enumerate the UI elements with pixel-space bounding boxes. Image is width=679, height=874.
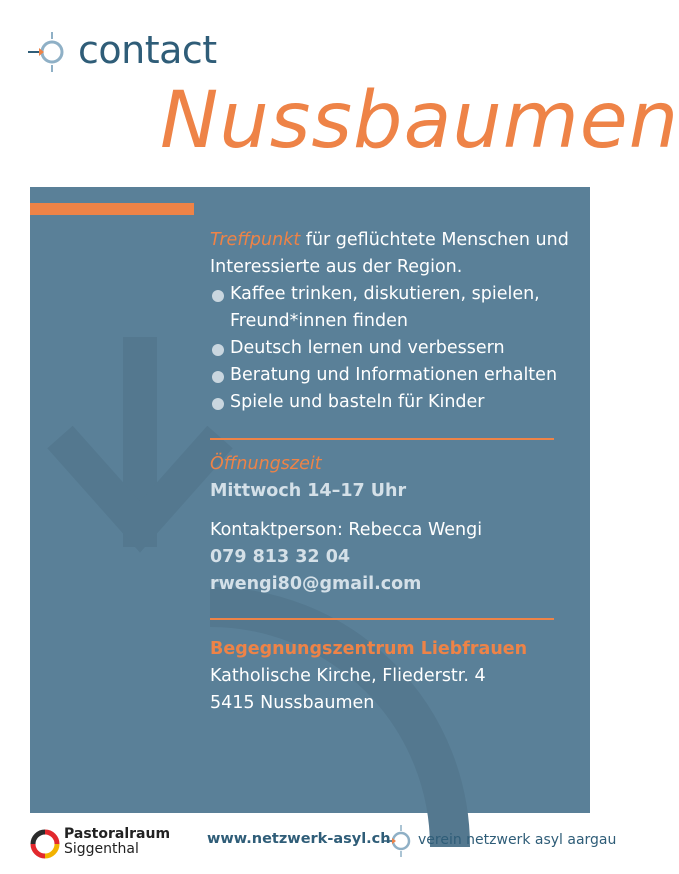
intro-highlight: Treffpunkt	[210, 230, 301, 250]
list-item: Beratung und Informationen erhalten	[210, 362, 570, 389]
location-address-line2: 5415 Nussbaumen	[210, 693, 375, 713]
divider	[210, 618, 554, 620]
list-item: Spiele und basteln für Kinder	[210, 389, 570, 416]
hours-label: Öffnungszeit	[210, 454, 322, 474]
bullet-dot-icon	[212, 371, 224, 383]
contact-phone: 079 813 32 04	[210, 547, 351, 567]
header	[0, 0, 679, 185]
divider	[210, 438, 554, 440]
intro-body: für geflüchtete Menschen und Interessierte aus der Region.	[210, 230, 569, 277]
contact-email[interactable]: rwengi80@gmail.com	[210, 574, 422, 594]
contact-person: Kontaktperson: Rebecca Wengi	[210, 520, 483, 540]
list-item: Deutsch lernen und verbessern	[210, 335, 570, 362]
location-address-line1: Katholische Kirche, Fliederstr. 4	[210, 666, 486, 686]
bullet-dot-icon	[212, 290, 224, 302]
bullet-dot-icon	[212, 344, 224, 356]
hours-value: Mittwoch 14–17 Uhr	[210, 481, 407, 501]
pastoral-logo-text: Pastoralraum Siggenthal	[64, 826, 171, 857]
location-name: Begegnungszentrum Liebfrauen	[210, 639, 528, 659]
contact-logo-icon	[26, 30, 70, 74]
verein-logo-icon	[383, 823, 415, 859]
content	[210, 227, 570, 717]
intro-text	[210, 227, 570, 281]
footer	[0, 813, 620, 874]
verein-name: verein netzwerk asyl aargau	[418, 832, 617, 848]
bullet-list	[210, 281, 570, 416]
website-link[interactable]: www.netzwerk-asyl.ch	[207, 831, 391, 847]
bullet-dot-icon	[212, 398, 224, 410]
logo-word: contact	[78, 28, 217, 72]
accent-bar	[30, 203, 194, 215]
pastoral-logo-icon	[30, 829, 60, 859]
page-title: Nussbaumen	[160, 76, 679, 166]
list-item: Kaffee trinken, diskutieren, spielen, Freund*innen finden	[210, 281, 570, 335]
info-panel	[30, 187, 590, 813]
